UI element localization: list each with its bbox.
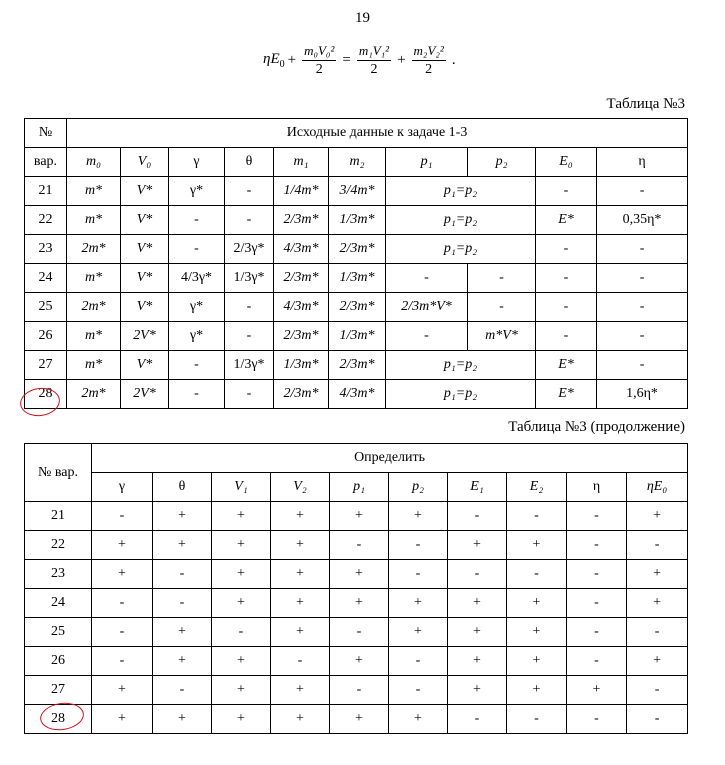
determine-flag: + <box>92 705 153 734</box>
cell-m2: 1/3m* <box>329 264 386 293</box>
cell-m0: 2m* <box>67 293 121 322</box>
cell-gamma: γ* <box>169 177 225 206</box>
determine-flag: - <box>507 560 567 589</box>
cell-theta: - <box>225 322 274 351</box>
determine-flag: - <box>389 531 448 560</box>
cell-m1: 2/3m* <box>274 322 329 351</box>
column-header: E₁ <box>448 473 507 502</box>
determine-flag: - <box>389 560 448 589</box>
cell-m2: 1/3m* <box>329 322 386 351</box>
determine-flag: + <box>567 676 627 705</box>
determine-flag: + <box>212 647 271 676</box>
cell-e0: - <box>536 264 597 293</box>
table-row <box>25 235 688 264</box>
variant-number: 27 <box>25 351 67 380</box>
variant-number: 25 <box>25 618 92 647</box>
determine-flag: - <box>212 618 271 647</box>
cell-gamma: - <box>169 206 225 235</box>
cell-theta: - <box>225 380 274 409</box>
determine-flag: + <box>627 560 688 589</box>
determine-flag: - <box>153 676 212 705</box>
cell-p1-p2: p₁=p₂ <box>386 206 536 235</box>
determine-flag: + <box>271 618 330 647</box>
determine-flag: + <box>153 531 212 560</box>
determine-flag: - <box>271 647 330 676</box>
cell-gamma: - <box>169 351 225 380</box>
formula-fraction: $\frac{\text{m₂V₂²}}{2}$ <box>413 43 444 77</box>
cell-m2: 2/3m* <box>329 351 386 380</box>
determine-flag: + <box>507 676 567 705</box>
determine-flag: - <box>153 560 212 589</box>
determine-flag: - <box>330 618 389 647</box>
cell-gamma: γ* <box>169 322 225 351</box>
formula-plus: + <box>397 51 406 68</box>
cell-v0: V* <box>121 293 169 322</box>
cell-eta: - <box>597 235 688 264</box>
cell-e0: E* <box>536 380 597 409</box>
table-header-row <box>25 148 688 177</box>
variant-number: 27 <box>25 676 92 705</box>
determine-flag: + <box>448 647 507 676</box>
cell-theta: 1/3γ* <box>225 351 274 380</box>
cell-eta: - <box>597 351 688 380</box>
variant-header: вар. <box>25 148 67 177</box>
cell-eta: - <box>597 177 688 206</box>
table-header-row <box>25 473 688 502</box>
determine-flag: + <box>507 531 567 560</box>
determine-flag: - <box>507 705 567 734</box>
group-header: Определить <box>92 444 688 473</box>
cell-m2: 1/3m* <box>329 206 386 235</box>
determine-flag: - <box>507 502 567 531</box>
table-row <box>25 380 688 409</box>
cell-m1: 2/3m* <box>274 380 329 409</box>
table-row <box>25 293 688 322</box>
determine-flag: + <box>389 705 448 734</box>
cell-m0: 2m* <box>67 235 121 264</box>
cell-p1: 2/3m*V* <box>386 293 468 322</box>
column-header: p₁ <box>330 473 389 502</box>
cell-m2: 2/3m* <box>329 235 386 264</box>
column-header: ηE₀ <box>627 473 688 502</box>
column-header: V₁ <box>212 473 271 502</box>
determine-flag: - <box>627 531 688 560</box>
variant-number: 22 <box>25 531 92 560</box>
variant-number: 22 <box>25 206 67 235</box>
determine-flag: + <box>212 502 271 531</box>
table-row <box>25 560 688 589</box>
cell-p1-p2: p₁=p₂ <box>386 380 536 409</box>
table-row <box>25 676 688 705</box>
table-row <box>25 206 688 235</box>
column-header: γ <box>92 473 153 502</box>
determine-flag: + <box>330 560 389 589</box>
determine-flag: - <box>153 589 212 618</box>
determine-flag: + <box>212 531 271 560</box>
cell-m0: m* <box>67 322 121 351</box>
formula-period: . <box>451 51 456 68</box>
determine-flag: + <box>330 705 389 734</box>
determine-flag: + <box>153 618 212 647</box>
cell-p1-p2: p₁=p₂ <box>386 235 536 264</box>
determine-flag: + <box>153 705 212 734</box>
formula-fraction: $\frac{\text{m₀V₀²}}{2}$ <box>304 43 335 77</box>
variant-number: 24 <box>25 589 92 618</box>
formula-plus: + <box>287 51 297 68</box>
cell-m1: 4/3m* <box>274 293 329 322</box>
determine-flag: - <box>92 618 153 647</box>
determine-flag: - <box>92 589 153 618</box>
cell-eta: - <box>597 322 688 351</box>
column-header: η <box>597 148 688 177</box>
cell-v0: 2V* <box>121 322 169 351</box>
cell-gamma: - <box>169 380 225 409</box>
variant-number: 23 <box>25 235 67 264</box>
table-row <box>25 351 688 380</box>
determine-flag: - <box>567 647 627 676</box>
column-header: γ <box>169 148 225 177</box>
cell-eta: 1,6η* <box>597 380 688 409</box>
cell-e0: - <box>536 177 597 206</box>
determine-flag: - <box>330 531 389 560</box>
cell-gamma: γ* <box>169 293 225 322</box>
cell-gamma: 4/3γ* <box>169 264 225 293</box>
variant-number: 21 <box>25 502 92 531</box>
determine-flag: + <box>627 589 688 618</box>
table-header-row <box>25 119 688 148</box>
determine-flag: + <box>507 618 567 647</box>
cell-e0: - <box>536 235 597 264</box>
determine-table <box>24 443 688 734</box>
cell-theta: - <box>225 206 274 235</box>
determine-flag: + <box>389 618 448 647</box>
no-header: № <box>25 119 67 148</box>
cell-m2: 3/4m* <box>329 177 386 206</box>
column-header: E₀ <box>536 148 597 177</box>
determine-flag: + <box>448 618 507 647</box>
cell-theta: 1/3γ* <box>225 264 274 293</box>
determine-flag: + <box>153 647 212 676</box>
determine-flag: + <box>92 531 153 560</box>
cell-v0: V* <box>121 206 169 235</box>
table2-caption: Таблица №3 (продолжение) <box>508 419 685 435</box>
column-header: θ <box>153 473 212 502</box>
cell-e0: - <box>536 322 597 351</box>
initial-data-table <box>24 118 688 409</box>
table-row <box>25 264 688 293</box>
determine-flag: + <box>507 589 567 618</box>
cell-gamma: - <box>169 235 225 264</box>
column-header: V₂ <box>271 473 330 502</box>
variant-number: 26 <box>25 322 67 351</box>
determine-flag: - <box>92 502 153 531</box>
determine-flag: + <box>627 502 688 531</box>
determine-flag: + <box>271 560 330 589</box>
column-header: m₁ <box>274 148 329 177</box>
cell-m0: m* <box>67 177 121 206</box>
column-header: θ <box>225 148 274 177</box>
cell-eta: 0,35η* <box>597 206 688 235</box>
determine-flag: + <box>330 502 389 531</box>
determine-flag: - <box>627 676 688 705</box>
determine-flag: + <box>330 589 389 618</box>
table1-caption: Таблица №3 <box>606 96 685 112</box>
column-header: m₀ <box>67 148 121 177</box>
page-number: 19 <box>355 10 370 26</box>
variant-number: 28 <box>25 705 92 734</box>
determine-flag: + <box>448 531 507 560</box>
determine-flag: + <box>212 560 271 589</box>
determine-flag: + <box>271 531 330 560</box>
determine-flag: + <box>153 502 212 531</box>
determine-flag: + <box>448 676 507 705</box>
cell-eta: - <box>597 264 688 293</box>
determine-flag: - <box>448 705 507 734</box>
cell-p2: - <box>468 264 536 293</box>
column-header: p₂ <box>389 473 448 502</box>
determine-flag: + <box>448 589 507 618</box>
cell-theta: - <box>225 177 274 206</box>
cell-m0: 2m* <box>67 380 121 409</box>
cell-p1: - <box>386 322 468 351</box>
cell-m1: 1/3m* <box>274 351 329 380</box>
determine-flag: + <box>212 589 271 618</box>
variant-number: 26 <box>25 647 92 676</box>
formula-equals: = <box>342 51 351 68</box>
table-header-row <box>25 444 688 473</box>
determine-flag: - <box>448 502 507 531</box>
determine-flag: + <box>92 560 153 589</box>
cell-v0: V* <box>121 264 169 293</box>
determine-flag: + <box>271 589 330 618</box>
determine-flag: - <box>567 502 627 531</box>
formula-term-eta-e0: $\eta E_0$ <box>263 50 285 70</box>
cell-p1-p2: p₁=p₂ <box>386 177 536 206</box>
determine-flag: - <box>389 647 448 676</box>
determine-flag: - <box>627 618 688 647</box>
determine-flag: + <box>92 676 153 705</box>
energy-formula <box>263 42 459 78</box>
table-row <box>25 589 688 618</box>
determine-flag: - <box>567 560 627 589</box>
column-header: m₂ <box>329 148 386 177</box>
determine-flag: + <box>271 502 330 531</box>
determine-flag: + <box>389 589 448 618</box>
table-row <box>25 705 688 734</box>
determine-flag: + <box>212 705 271 734</box>
variant-number: 24 <box>25 264 67 293</box>
column-header: η <box>567 473 627 502</box>
variant-header: № вар. <box>25 444 92 502</box>
cell-m1: 2/3m* <box>274 264 329 293</box>
table-row <box>25 647 688 676</box>
table-row <box>25 322 688 351</box>
column-header: V₀ <box>121 148 169 177</box>
variant-number: 21 <box>25 177 67 206</box>
determine-flag: + <box>507 647 567 676</box>
variant-number: 25 <box>25 293 67 322</box>
cell-m2: 2/3m* <box>329 293 386 322</box>
variant-number: 23 <box>25 560 92 589</box>
cell-m0: m* <box>67 264 121 293</box>
table-row <box>25 502 688 531</box>
determine-flag: - <box>92 647 153 676</box>
cell-m2: 4/3m* <box>329 380 386 409</box>
determine-flag: - <box>330 676 389 705</box>
cell-v0: V* <box>121 351 169 380</box>
table-row <box>25 618 688 647</box>
determine-flag: - <box>448 560 507 589</box>
cell-theta: 2/3γ* <box>225 235 274 264</box>
cell-e0: E* <box>536 206 597 235</box>
variant-number: 28 <box>25 380 67 409</box>
determine-flag: + <box>271 705 330 734</box>
cell-e0: E* <box>536 351 597 380</box>
determine-flag: + <box>212 676 271 705</box>
cell-p2: - <box>468 293 536 322</box>
determine-flag: - <box>627 705 688 734</box>
cell-p2: m*V* <box>468 322 536 351</box>
cell-m1: 4/3m* <box>274 235 329 264</box>
table-row <box>25 531 688 560</box>
cell-theta: - <box>225 293 274 322</box>
cell-p1-p2: p₁=p₂ <box>386 351 536 380</box>
determine-flag: + <box>627 647 688 676</box>
cell-p1: - <box>386 264 468 293</box>
cell-m1: 1/4m* <box>274 177 329 206</box>
determine-flag: - <box>567 618 627 647</box>
cell-e0: - <box>536 293 597 322</box>
cell-eta: - <box>597 293 688 322</box>
determine-flag: - <box>389 676 448 705</box>
determine-flag: - <box>567 705 627 734</box>
column-header: p₂ <box>468 148 536 177</box>
determine-flag: + <box>330 647 389 676</box>
table-row <box>25 177 688 206</box>
cell-m0: m* <box>67 206 121 235</box>
cell-v0: V* <box>121 177 169 206</box>
group-header: Исходные данные к задаче 1-3 <box>67 119 688 148</box>
determine-flag: + <box>389 502 448 531</box>
cell-v0: 2V* <box>121 380 169 409</box>
column-header: E₂ <box>507 473 567 502</box>
determine-flag: + <box>271 676 330 705</box>
cell-m0: m* <box>67 351 121 380</box>
column-header: p₁ <box>386 148 468 177</box>
cell-v0: V* <box>121 235 169 264</box>
cell-m1: 2/3m* <box>274 206 329 235</box>
determine-flag: - <box>567 589 627 618</box>
formula-fraction: $\frac{\text{m₁V₁²}}{2}$ <box>358 43 390 77</box>
determine-flag: - <box>567 531 627 560</box>
